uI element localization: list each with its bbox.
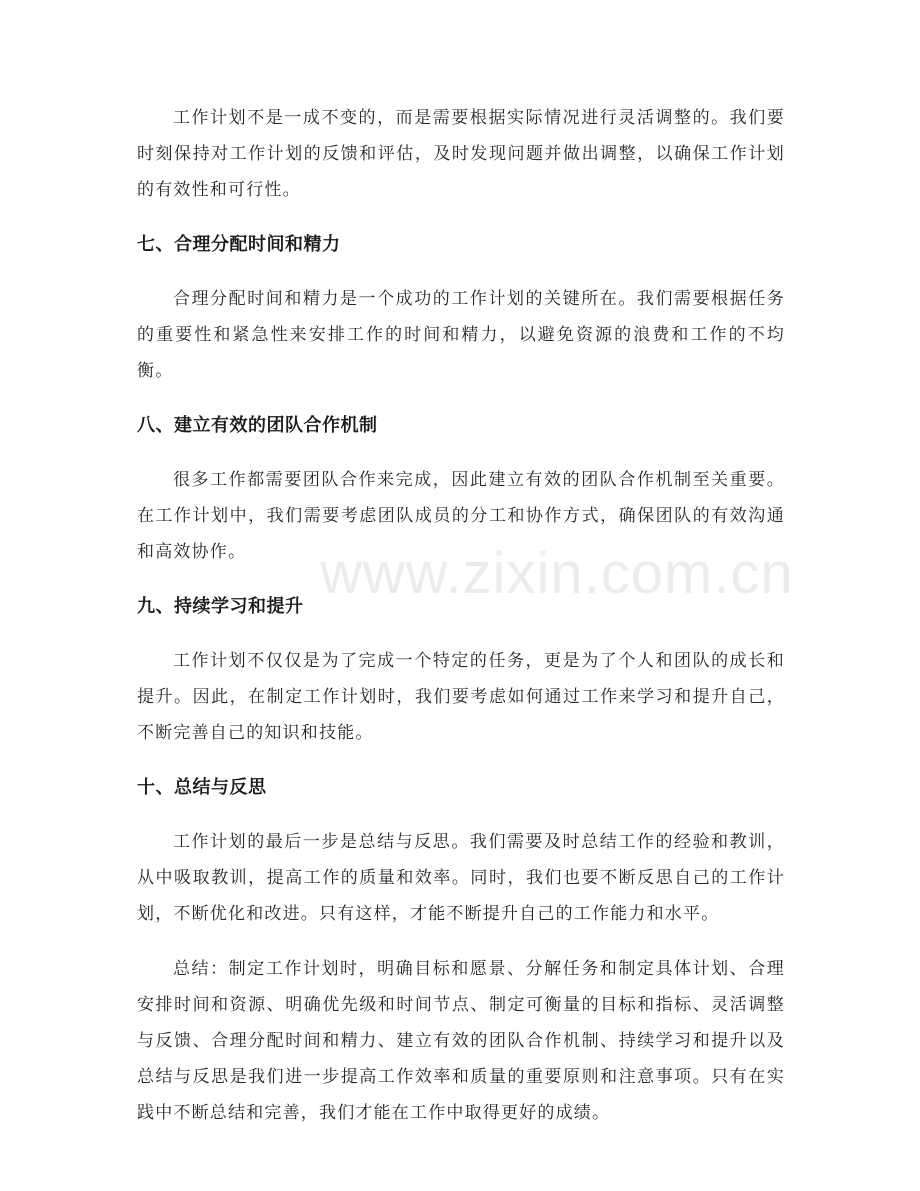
paragraph: 工作计划不仅仅是为了完成一个特定的任务，更是为了个人和团队的成长和提升。因此，在制定工作计划时，我们要考虑如何通过工作来学习和提升自己，不断完善自己的知识和技能。 [137, 651, 785, 743]
section-heading: 九、持续学习和提升 [137, 596, 304, 617]
section-heading: 十、总结与反思 [137, 777, 267, 798]
summary-paragraph: 总结：制定工作计划时，明确目标和愿景、分解任务和制定具体计划、合理安排时间和资源、明确优先级和时间节点、制定可衡量的目标和指标、灵活调整与反馈、合理分配时间和精力、建立有效的团队合作机制、持续学习和提升以及总结与反思是我们进一步提高工作效率和质量的重要原则和注意事项。只有在实践中不断总结和完善，我们才能在工作中取得更好的成绩。 [137, 959, 785, 1123]
watermark: www.zixin.com.cn [320, 541, 794, 606]
paragraph: 合理分配时间和精力是一个成功的工作计划的关键所在。我们需要根据任务的重要性和紧急性来安排工作的时间和精力，以避免资源的浪费和工作的不均衡。 [137, 289, 785, 381]
paragraph: 很多工作都需要团队合作来完成，因此建立有效的团队合作机制至关重要。在工作计划中，我们需要考虑团队成员的分工和协作方式，确保团队的有效沟通和高效协作。 [137, 470, 785, 562]
paragraph: 工作计划的最后一步是总结与反思。我们需要及时总结工作的经验和教训，从中吸取教训，提高工作的质量和效率。同时，我们也要不断反思自己的工作计划，不断优化和改进。只有这样，才能不断提升自己的工作能力和水平。 [137, 832, 785, 924]
section-heading: 八、建立有效的团队合作机制 [137, 415, 378, 436]
paragraph: 工作计划不是一成不变的，而是需要根据实际情况进行灵活调整的。我们要时刻保持对工作计划的反馈和评估，及时发现问题并做出调整，以确保工作计划的有效性和可行性。 [137, 108, 785, 200]
document-body [137, 100, 785, 1150]
section-heading: 七、合理分配时间和精力 [137, 234, 341, 255]
